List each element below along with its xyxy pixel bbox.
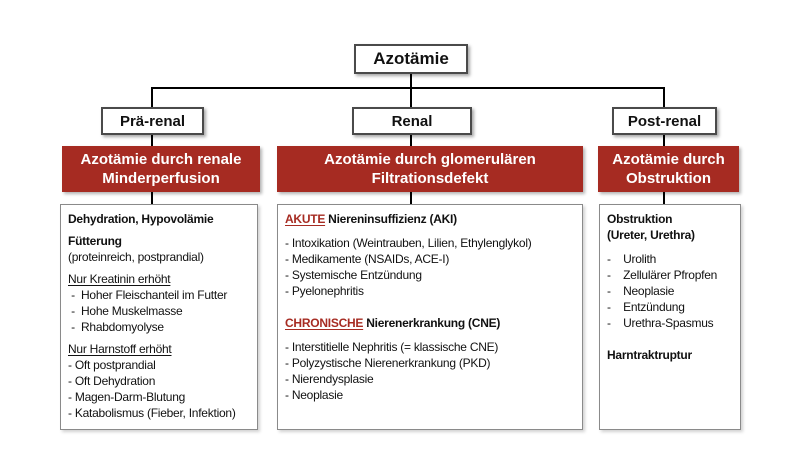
renal-keyword-akute: AKUTE <box>285 212 326 226</box>
cause-label-post-renal: Azotämie durch Obstruktion <box>612 151 725 187</box>
spacer <box>285 299 579 315</box>
post-heading-ureter-urethra: (Ureter, Urethra) <box>607 228 695 242</box>
detail-box-pre-renal <box>60 204 258 430</box>
pre-heading-dehydration: Dehydration, Hypovolämie <box>68 212 214 226</box>
cause-box-pre-renal <box>62 146 260 192</box>
renal-acute-item: - Systemische Entzündung <box>285 268 422 282</box>
renal-heading-chronic <box>285 315 579 331</box>
branch-node-renal <box>352 107 472 135</box>
pre-kreatinin-item: - Hoher Fleischanteil im Futter <box>68 288 228 302</box>
renal-heading-acute-rest: Niereninsuffizienz (AKI) <box>325 212 457 226</box>
post-item: - Urolith <box>607 252 657 266</box>
post-item: - Zellulärer Pfropfen <box>607 268 718 282</box>
spacer <box>607 331 737 347</box>
branch-node-post-renal <box>612 107 717 135</box>
renal-chronic-item: - Polyzystische Nierenerkrankung (PKD) <box>285 356 491 370</box>
renal-acute-item: - Intoxikation (Weintrauben, Lilien, Ethylenglykol) <box>285 236 532 250</box>
pre-harnstoff-item: - Oft Dehydration <box>68 374 156 388</box>
post-footer-harntraktruptur: Harntraktruptur <box>607 348 692 362</box>
pre-kreatinin-item: - Rhabdomyolyse <box>68 320 164 334</box>
connector-horizontal-bar <box>151 87 665 89</box>
cause-box-post-renal <box>598 146 739 192</box>
pre-subtitle-harnstoff: Nur Harnstoff erhöht <box>68 342 172 356</box>
post-heading-obstruktion: Obstruktion <box>607 212 673 226</box>
pre-note-fuetterung: (proteinreich, postprandial) <box>68 250 204 264</box>
renal-acute-item: - Medikamente (NSAIDs, ACE-I) <box>285 252 450 266</box>
spacer <box>285 331 579 339</box>
branch-node-pre-renal <box>101 107 204 135</box>
pre-harnstoff-item: - Katabolismus (Fieber, Infektion) <box>68 406 236 420</box>
renal-chronic-item: - Neoplasie <box>285 388 343 402</box>
root-label: Azotämie <box>373 49 449 68</box>
post-item: - Neoplasie <box>607 284 675 298</box>
detail-box-post-renal <box>599 204 741 430</box>
pre-harnstoff-item: - Magen-Darm-Blutung <box>68 390 186 404</box>
connector-drop-pre-renal <box>151 87 153 108</box>
pre-harnstoff-item: - Oft postprandial <box>68 358 156 372</box>
pre-kreatinin-item: - Hohe Muskelmasse <box>68 304 183 318</box>
pre-heading-fuetterung: Fütterung <box>68 234 122 248</box>
renal-keyword-chronische: CHRONISCHE <box>285 316 364 330</box>
renal-chronic-item: - Interstitielle Nephritis (= klassische CNE) <box>285 340 499 354</box>
root-node-azotaemie <box>354 44 468 74</box>
spacer <box>285 227 579 235</box>
cause-label-renal: Azotämie durch glomerulären Filtrationsdefekt <box>324 151 536 187</box>
spacer <box>607 243 737 251</box>
renal-heading-acute <box>285 211 579 227</box>
pre-subtitle-kreatinin: Nur Kreatinin erhöht <box>68 272 171 286</box>
renal-chronic-item: - Nierendysplasie <box>285 372 374 386</box>
connector-drop-renal <box>410 87 412 108</box>
cause-box-renal <box>277 146 583 192</box>
renal-heading-chronic-rest: Nierenerkrankung (CNE) <box>363 316 501 330</box>
branch-label-pre-renal: Prä-renal <box>119 112 186 130</box>
detail-box-renal <box>277 204 583 430</box>
branch-label-post-renal: Post-renal <box>627 112 702 130</box>
post-item: - Entzündung <box>607 300 685 314</box>
branch-label-renal: Renal <box>391 112 433 130</box>
connector-drop-post-renal <box>663 87 665 108</box>
post-item: - Urethra-Spasmus <box>607 316 714 330</box>
cause-label-pre-renal: Azotämie durch renale Minderperfusion <box>80 151 242 187</box>
renal-acute-item: - Pyelonephritis <box>285 284 364 298</box>
connector-root-stem <box>410 74 412 88</box>
